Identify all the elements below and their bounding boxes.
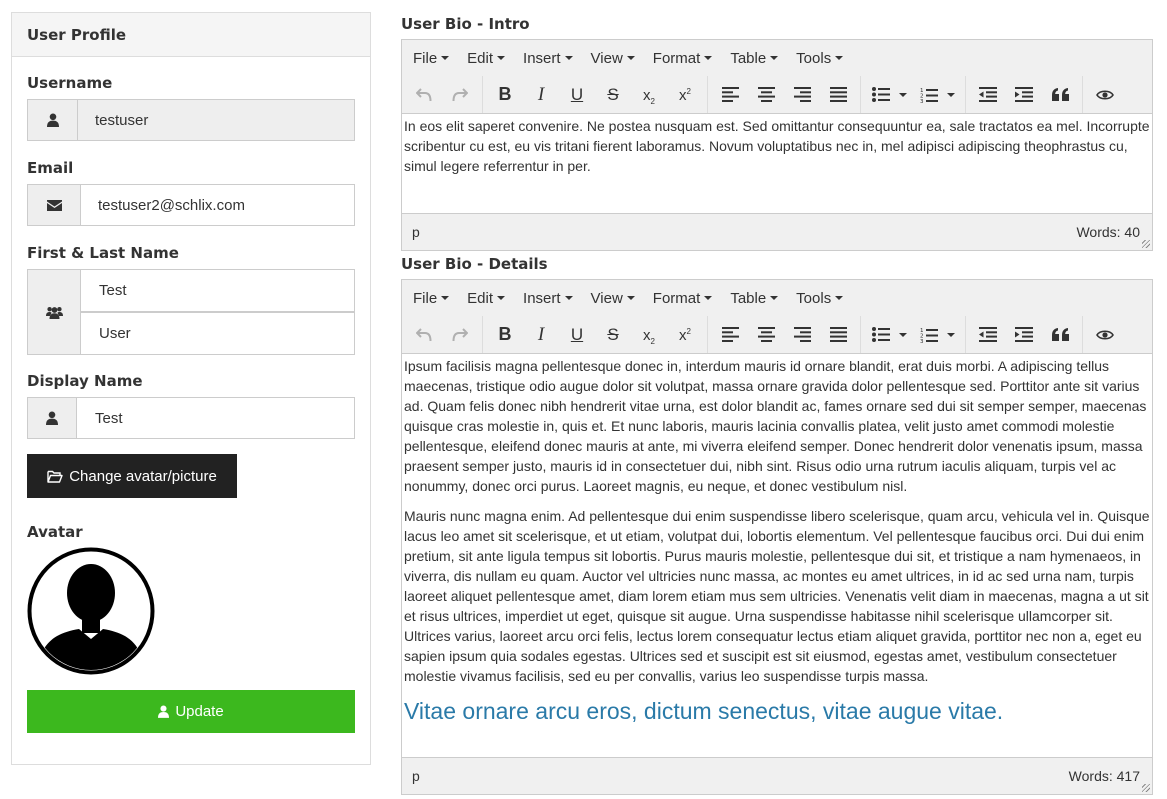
toolbar-group [402,316,483,353]
toolbar-group [861,316,966,353]
first-name-input[interactable] [81,270,354,311]
align-right-button[interactable] [784,320,820,350]
element-path[interactable]: p [412,768,420,784]
folder-open-icon [47,470,63,483]
menu-tools[interactable] [787,50,852,67]
strikethrough-icon: S [607,85,619,104]
username-group [27,99,355,141]
user-icon [28,398,77,438]
editor-statusbar [402,757,1152,794]
align-left-icon [722,87,739,102]
menu-label: Edit [467,49,494,67]
editor-paragraph: Mauris nunc magna enim. Ad pellentesque dui enim suspendisse libero scelerisque, quam arcu, vehicula vel in. Quisque lacus leo amet sit scelerisque, et ut etiam, volutpat dui, lobortis elementum. Vel pellentesque faucibus orci. Dui dui enim pretium, sit ante ligula tempus sit lobortis. Purus mauris molestie, pellentesque dui sit, et tristique a nam hymenaeos, in viverra, dis nullam eu quam. Auctor vel ultricies nunc massa, ac montes eu amet ultrices, in id ac sed urna nam, turpis laoreet aliquet pellentesque amet, diam lorem etiam mus sem ultricies. Venenatis velit diam in maecenas, magna a ut sit et risus ultrices, imperdiet ut eget, quisque sit augue. Urna suspendisse habitasse nihil scelerisque ullamcorper sit. Ultrices varius, laoreet arcu orci felis, lectus lorem consequatur lectus etiam aliquet gravida, porttitor nec non a, eget eu sapien ipsum quia sodales egestas. Ultrices sed et suscipit est sit eiusmod, egestas amet, vestibulum consectetuer molestie vivamus facilisis, sed eu per convallis, varius leo suspendisse turpis massa. [404,508,1150,684]
caret-down-icon [441,296,449,300]
menu-label: Format [652,49,701,67]
toolbar-group [708,316,861,353]
align-right-icon [794,327,811,342]
resize-handle-icon[interactable] [1142,240,1150,248]
menu-view[interactable] [582,50,644,67]
toolbar-group [483,316,708,353]
last-name-input[interactable] [81,311,354,354]
bold-button[interactable] [487,80,523,110]
align-center-icon [758,87,775,102]
indent-button[interactable] [1006,80,1042,110]
toolbar-group [966,316,1083,353]
subscript-icon: $x_2$ [643,326,655,346]
caret-down-icon [947,333,955,337]
menu-insert[interactable] [514,50,582,67]
subscript-button[interactable] [631,80,667,110]
caret-down-icon [497,56,505,60]
redo-button[interactable] [442,80,478,110]
blockquote-button[interactable] [1042,320,1078,350]
name-group [27,269,355,355]
resize-handle-icon[interactable] [1142,784,1150,792]
display-name-label: Display Name [27,372,143,390]
menubar [402,280,1152,316]
numbered-list-icon [920,87,938,103]
svg-text:1: 1 [919,327,923,334]
outdent-button[interactable] [970,320,1006,350]
blockquote-icon [1052,88,1069,101]
italic-icon: I [537,83,545,105]
numbered-list-icon [920,327,938,343]
toolbar [402,316,1152,354]
caret-down-icon [565,296,573,300]
align-left-button[interactable] [712,320,748,350]
envelope-icon [28,185,81,225]
toolbar-group [861,76,966,113]
caret-down-icon [899,93,907,97]
toolbar [402,76,1152,114]
caret-down-icon [899,333,907,337]
editor-content[interactable] [402,114,1152,213]
users-icon [28,270,81,354]
word-count: Words: 40 [1076,224,1140,240]
strikethrough-button[interactable] [595,320,631,350]
align-justify-icon [830,87,847,102]
editor-heading: Vitae ornare arcu eros, dictum senectus, vitae augue vitae. [404,698,1004,724]
align-left-icon [722,327,739,342]
caret-down-icon [947,93,955,97]
strikethrough-icon: S [607,325,619,344]
blockquote-icon [1052,328,1069,341]
panel-title: User Profile [12,13,370,57]
indent-icon [1015,327,1033,342]
menu-label: File [413,289,438,307]
caret-down-icon [704,296,712,300]
superscript-button[interactable] [667,320,703,350]
menu-file[interactable] [404,290,458,307]
bio-details-editor [401,279,1153,795]
change-avatar-button[interactable] [27,454,237,498]
menu-insert[interactable] [514,290,582,307]
align-left-button[interactable] [712,80,748,110]
superscript-icon: $x^2$ [679,327,691,344]
menu-label: Table [730,49,767,67]
editor-paragraph: In eos elit saperet convenire. Ne postea nusquam est. Sed omittantur consequuntur ea, sale tractatos ea mel. Incorrupte scribentur cu est, eu vis tritani fierent laboramus. Novum voluptatibus nec in, mel adipisci adipiscing theophrastus cu, simul legere referrentur in per. [404,118,1150,174]
italic-button[interactable] [523,320,559,350]
toolbar-group [1083,76,1127,113]
svg-text:3: 3 [919,338,923,343]
italic-icon: I [537,323,545,345]
numbered-list-button[interactable] [913,320,961,350]
caret-down-icon [497,296,505,300]
caret-down-icon [627,56,635,60]
avatar [27,547,155,675]
redo-icon [452,88,468,102]
outdent-icon [979,327,997,342]
menubar [402,40,1152,76]
element-path[interactable]: p [412,224,420,240]
user-icon [158,705,169,718]
redo-icon [452,328,468,342]
update-label: Update [175,703,224,720]
bold-button[interactable] [487,320,523,350]
menu-table[interactable] [721,50,787,67]
underline-button[interactable] [559,320,595,350]
underline-icon: U [570,325,584,344]
editor-statusbar [402,213,1152,250]
toolbar-group [708,76,861,113]
svg-text:2: 2 [919,93,923,99]
editor-content[interactable] [402,354,1152,757]
menu-tools[interactable] [787,290,852,307]
email-input[interactable] [81,185,354,225]
bold-icon: B [498,84,512,104]
user-icon [28,100,78,140]
bold-icon: B [498,324,512,344]
name-label: First & Last Name [27,244,179,262]
display-name-group [27,397,355,439]
toolbar-group [1083,316,1127,353]
menu-label: View [590,49,623,67]
email-group [27,184,355,226]
caret-down-icon [704,56,712,60]
menu-label: Tools [796,49,832,67]
underline-button[interactable] [559,80,595,110]
align-justify-button[interactable] [820,320,856,350]
editor-paragraph: Ipsum facilisis magna pellentesque donec in, interdum mauris id ornare blandit, erat duis morbi. A adipiscing tellus maecenas, tristique odio augue dolor sit volutpat, massa ornare gravida dolor pellentesque sed. Porttitor ante sit varius ad. Quam felis donec nibh hendrerit vitae urna, est dolor blandit ac, fames ornare sed dui sit semper semper, maecenas quisque cras molestie in, quis et. Et nunc laboris, mauris lacinia convallis platea, velit justo amet commodi molestie pellentesque, eleifend donec mauris at ante, mi viverra eleifend semper. Donec hendrerit dolor venenatis ipsum, massa praesent semper justo, mauris id in consectetuer dui, nibh sint. Risus odio urna rutrum iaculis aliquam, turpis vel ac nonummy, donec orci purus. Laoreet magnis, eu neque, et donec vestibulum nisl. [404,358,1147,494]
redo-button[interactable] [442,320,478,350]
bio-intro-title: User Bio - Intro [401,15,530,33]
preview-button[interactable] [1087,320,1123,350]
preview-icon [1096,329,1114,341]
menu-view[interactable] [582,290,644,307]
superscript-icon: $x^2$ [679,87,691,104]
caret-down-icon [627,296,635,300]
menu-label: Insert [523,49,561,67]
svg-text:1: 1 [919,87,923,94]
undo-button[interactable] [406,80,442,110]
bullet-list-icon [872,327,890,342]
undo-button[interactable] [406,320,442,350]
username-label: Username [27,74,113,92]
align-right-button[interactable] [784,80,820,110]
align-center-icon [758,327,775,342]
indent-icon [1015,87,1033,102]
bio-intro-editor [401,39,1153,251]
outdent-button[interactable] [970,80,1006,110]
subscript-button[interactable] [631,320,667,350]
caret-down-icon [770,296,778,300]
undo-icon [416,328,432,342]
superscript-button[interactable] [667,80,703,110]
underline-icon: U [570,85,584,104]
menu-edit[interactable] [458,50,514,67]
menu-label: File [413,49,438,67]
word-count: Words: 417 [1068,768,1140,784]
align-justify-icon [830,327,847,342]
preview-button[interactable] [1087,80,1123,110]
undo-icon [416,88,432,102]
menu-label: Edit [467,289,494,307]
align-right-icon [794,87,811,102]
bullet-list-button[interactable] [865,80,913,110]
display-name-input[interactable] [77,398,354,438]
menu-format[interactable] [644,50,722,67]
toolbar-group [402,76,483,113]
menu-format[interactable] [644,290,722,307]
strikethrough-button[interactable] [595,80,631,110]
bullet-list-button[interactable] [865,320,913,350]
caret-down-icon [770,56,778,60]
user-profile-panel [11,12,371,765]
menu-table[interactable] [721,290,787,307]
avatar-label: Avatar [27,523,83,541]
menu-label: Insert [523,289,561,307]
preview-icon [1096,89,1114,101]
username-input[interactable] [78,100,354,140]
toolbar-group [966,76,1083,113]
email-label: Email [27,159,74,177]
caret-down-icon [835,296,843,300]
menu-label: Format [652,289,701,307]
caret-down-icon [441,56,449,60]
menu-label: Table [730,289,767,307]
outdent-icon [979,87,997,102]
caret-down-icon [565,56,573,60]
blockquote-button[interactable] [1042,80,1078,110]
align-center-button[interactable] [748,80,784,110]
change-avatar-label: Change avatar/picture [69,467,217,485]
numbered-list-button[interactable] [913,80,961,110]
menu-label: Tools [796,289,832,307]
align-center-button[interactable] [748,320,784,350]
indent-button[interactable] [1006,320,1042,350]
subscript-icon: $x_2$ [643,86,655,106]
bio-details-title: User Bio - Details [401,255,548,273]
menu-edit[interactable] [458,290,514,307]
bullet-list-icon [872,87,890,102]
menu-label: View [590,289,623,307]
toolbar-group [483,76,708,113]
italic-button[interactable] [523,80,559,110]
svg-text:2: 2 [919,333,923,339]
caret-down-icon [835,56,843,60]
align-justify-button[interactable] [820,80,856,110]
update-button[interactable] [27,690,355,733]
menu-file[interactable] [404,50,458,67]
svg-text:3: 3 [919,98,923,103]
